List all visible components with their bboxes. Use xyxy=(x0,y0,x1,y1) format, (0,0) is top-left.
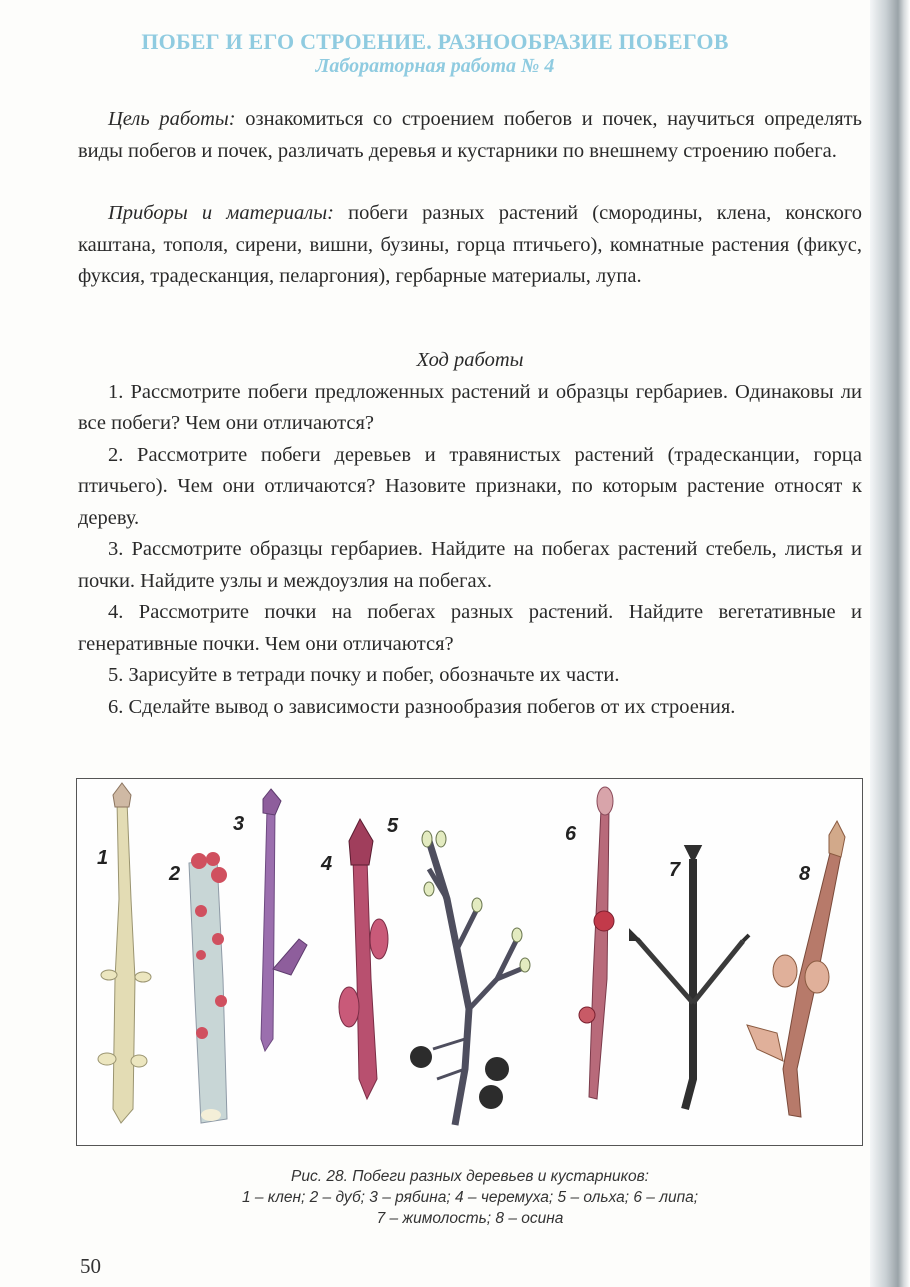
maple-shoot-icon xyxy=(98,783,151,1123)
materials-label: Приборы и материалы: xyxy=(108,202,334,224)
figure-label-7: 7 xyxy=(669,859,681,881)
procedure-step: 1. Рассмотрите побеги предложенных растений и образцы гербариев. Одинаковы ли все побеги? Чем они отличаются? xyxy=(78,380,862,434)
figure-label-8: 8 xyxy=(799,863,811,885)
figure-shoots-illustration xyxy=(76,778,863,1146)
header xyxy=(0,30,870,78)
procedure-step: 4. Рассмотрите почки на побегах разных растений. Найдите вегетативные и генеративные почки. Чем они отличаются? xyxy=(78,601,862,655)
bird-cherry-shoot-icon xyxy=(339,819,388,1099)
materials-section xyxy=(78,198,862,293)
page-title: ПОБЕГ И ЕГО СТРОЕНИЕ. РАЗНООБРАЗИЕ ПОБЕГОВ xyxy=(141,29,729,54)
honeysuckle-shoot-icon xyxy=(631,847,749,1109)
figure-label-4: 4 xyxy=(321,853,333,875)
figure-caption xyxy=(150,1166,790,1229)
shoots-drawing xyxy=(77,779,862,1145)
rowan-shoot-icon xyxy=(261,789,307,1051)
figure-label-2: 2 xyxy=(169,863,181,885)
figure-label-6: 6 xyxy=(565,823,577,845)
caption-legend-line-2: 7 – жимолость; 8 – осина xyxy=(376,1210,564,1227)
procedure-step: 3. Рассмотрите образцы гербариев. Найдите на побегах растений стебель, листья и почки. Найдите узлы и междоузлия на побегах. xyxy=(78,538,862,592)
oak-shoot-icon xyxy=(189,852,227,1123)
procedure-step: 2. Рассмотрите побеги деревьев и травянистых растений (традесканции, горца птичьего). Чем они отличаются? Назовите признаки, по которым растение относят к дереву. xyxy=(78,443,862,529)
procedure-section xyxy=(78,345,862,723)
lab-work-subtitle: Лабораторная работа № 4 xyxy=(315,55,555,77)
figure-label-5: 5 xyxy=(387,815,399,837)
caption-title: Рис. 28. Побеги разных деревьев и кустарников: xyxy=(291,1168,649,1185)
page-number: 50 xyxy=(80,1254,101,1278)
materials-text: побеги разных растений (смородины, клена, конского каштана, тополя, сирени, вишни, бузины, горца птичьего), комнатные растения (фикус, фуксия, традесканция, пеларгония), гербарные материалы, лупа. xyxy=(78,202,862,287)
figure-label-1: 1 xyxy=(97,847,109,869)
procedure-step: 5. Зарисуйте в тетради почку и побег, обозначьте их части. xyxy=(108,664,620,686)
goal-section xyxy=(78,104,862,167)
figure-label-3: 3 xyxy=(233,813,245,835)
linden-shoot-icon xyxy=(579,787,614,1099)
procedure-step: 6. Сделайте вывод о зависимости разнообразия побегов от их строения. xyxy=(108,695,736,718)
alder-shoot-icon xyxy=(410,831,530,1125)
procedure-heading: Ход работы xyxy=(416,349,524,371)
caption-legend-line-1: 1 – клен; 2 – дуб; 3 – рябина; 4 – черемуха; 5 – ольха; 6 – липа; xyxy=(241,1189,699,1206)
page-binding-shadow xyxy=(870,0,910,1287)
aspen-shoot-icon xyxy=(747,821,845,1117)
goal-text: ознакомиться со строением побегов и почек, научиться определять виды побегов и почек, различать деревья и кустарники по внешнему строению побега. xyxy=(78,108,862,162)
goal-label: Цель работы: xyxy=(108,108,236,130)
